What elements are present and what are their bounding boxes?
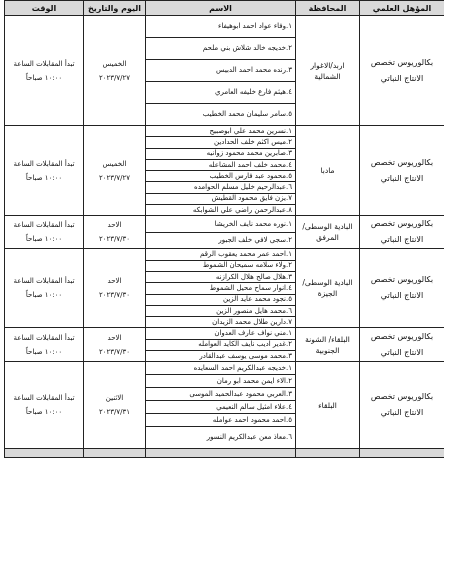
applicant-name: ٨.عبدالرحمن راضي علي الشوابكه (146, 205, 296, 216)
time-cell: تبدأ المقابلات الساعة ١٠:٠٠ صباحاً (5, 249, 84, 328)
applicant-name: ١.نسرين محمد علي ابوصبيح (146, 126, 296, 137)
governorate-cell: البلقاء (296, 362, 360, 449)
header-qualification: المؤهل العلمي (360, 1, 445, 16)
applicant-name: ٣.العربي محمود عبدالحميد الموسى (146, 388, 296, 401)
date-label: ٢٠٢٣/٧/٢٧ (98, 173, 131, 182)
header-day-date: اليوم والتاريخ (84, 1, 146, 16)
applicant-name: ٢.غدير اديب نايف الكايد العوامله (146, 339, 296, 350)
day-date-cell (84, 216, 146, 249)
applicant-name: ٧.يزن فايق محمود القطيش (146, 193, 296, 204)
governorate-cell: مادبا (296, 126, 360, 216)
applicant-name: ٢.ولاء سلامه سميحان الشموط (146, 260, 296, 271)
day-label: الاحد (107, 333, 122, 342)
applicant-name: ١.مني نواف عارف العدوان (146, 328, 296, 339)
governorate-cell: البادية الوسطى/الجيزة (296, 249, 360, 328)
date-label: ٢٠٢٣/٧/٣١ (98, 408, 131, 417)
applicant-name: ٤.انوار سماح محيل الشموط (146, 283, 296, 294)
applicant-name: ٣.محمد موسى يوسف عبدالقادر (146, 351, 296, 362)
applicant-name: ٤.محمد خلف احمد المشاعله (146, 159, 296, 170)
applicant-name: ٦.محمد هايل منصور الزين (146, 305, 296, 316)
qualification-cell: بكالوريوس تخصص الانتاج النباتي (360, 216, 445, 249)
applicant-name: ٢.سجى لافي خلف الجبور (146, 232, 296, 249)
header-name: الاسم (146, 1, 296, 16)
day-date-cell (84, 362, 146, 449)
applicant-name: ١.وفاء عواد احمد ابوهيفاء (146, 16, 296, 38)
applicant-name: ١.احمد عمر محمد يعقوب الرقم (146, 249, 296, 260)
qualification-cell: بكالوريوس تخصص الانتاج النباتي (360, 362, 445, 449)
interview-schedule-table (4, 0, 444, 458)
qualification-cell: بكالوريوس تخصص الانتاج النباتي (360, 249, 445, 328)
applicant-name: ٢.الاء ايمن محمد ابو رمان (146, 375, 296, 388)
applicant-name: ٤.هيثم فارع خليفه العامري (146, 82, 296, 104)
time-cell: تبدأ المقابلات الساعة ١٠:٠٠ صباحاً (5, 126, 84, 216)
applicant-name: ٥.محمود عبد فارس الخطيب (146, 171, 296, 182)
day-label: الاثنين (105, 394, 124, 403)
applicant-name: ٤.علاء امثيل سالم النعيمي (146, 401, 296, 414)
day-date-cell (84, 249, 146, 328)
table-row (5, 16, 445, 38)
table-row (5, 362, 445, 375)
table-row (5, 328, 445, 339)
applicant-name: ٢.خديجه خالد شلاش بني ملحم (146, 38, 296, 60)
qualification-cell: بكالوريوس تخصص الانتاج النباتي (360, 16, 445, 126)
applicant-name: ٢.ميس اكثم خلف الحدادين (146, 137, 296, 148)
document-page (4, 0, 444, 577)
date-label: ٢٠٢٣/٧/٢٧ (98, 73, 131, 82)
date-label: ٢٠٢٣/٧/٣٠ (98, 291, 131, 300)
table-row (5, 126, 445, 137)
qualification-cell: بكالوريوس تخصص الانتاج النباتي (360, 126, 445, 216)
applicant-name: ٦.معاذ معن عبدالكريم النسور (146, 427, 296, 449)
day-date-cell (84, 328, 146, 362)
day-label: الخميس (102, 59, 127, 68)
header-governorate: المحافظة (296, 1, 360, 16)
date-label: ٢٠٢٣/٧/٣٠ (98, 235, 131, 244)
table-body (5, 16, 445, 449)
applicant-name: ٣.صابرين محمد محمود زوانيه (146, 148, 296, 159)
applicant-name: ٥.احمد محمود احمد عوامله (146, 414, 296, 427)
time-cell: تبدأ المقابلات الساعة ١٠:٠٠ صباحاً (5, 362, 84, 449)
day-label: الاحد (107, 221, 122, 230)
table-row (5, 216, 445, 233)
footer-row (5, 449, 445, 458)
applicant-name: ٥.سامر سليمان محمد الخطيب (146, 104, 296, 126)
qualification-cell: بكالوريوس تخصص الانتاج النباتي (360, 328, 445, 362)
applicant-name: ١.خديجه عبدالكريم احمد السعايده (146, 362, 296, 375)
day-label: الخميس (102, 159, 127, 168)
date-label: ٢٠٢٣/٧/٣٠ (98, 347, 131, 356)
time-cell: تبدأ المقابلات الساعة ١٠:٠٠ صباحاً (5, 328, 84, 362)
applicant-name: ٦.عبدالرحيم خليل مسلم الحوامده (146, 182, 296, 193)
day-date-cell (84, 16, 146, 126)
header-row (5, 1, 445, 16)
applicant-name: ٣.رنده محمد احمد الدبيس (146, 60, 296, 82)
governorate-cell: البلقاء/ الشونة الجنوبية (296, 328, 360, 362)
applicant-name: ١.نوره محمد نايف الخريشا (146, 216, 296, 233)
day-date-cell (84, 126, 146, 216)
time-cell: تبدأ المقابلات الساعة ١٠:٠٠ صباحاً (5, 16, 84, 126)
table-row (5, 249, 445, 260)
header-time: الوقت (5, 1, 84, 16)
applicant-name: ٣.هلال صالح هلال الكرازنه (146, 271, 296, 282)
governorate-cell: اربد/الاغوار الشمالية (296, 16, 360, 126)
applicant-name: ٥.نجود محمد عايد الزين (146, 294, 296, 305)
applicant-name: ٧.دارين طلال محمد الزيدان (146, 317, 296, 328)
time-cell: تبدأ المقابلات الساعة ١٠:٠٠ صباحاً (5, 216, 84, 249)
day-label: الاحد (107, 277, 122, 286)
governorate-cell: البادية الوسطى/المرفق (296, 216, 360, 249)
